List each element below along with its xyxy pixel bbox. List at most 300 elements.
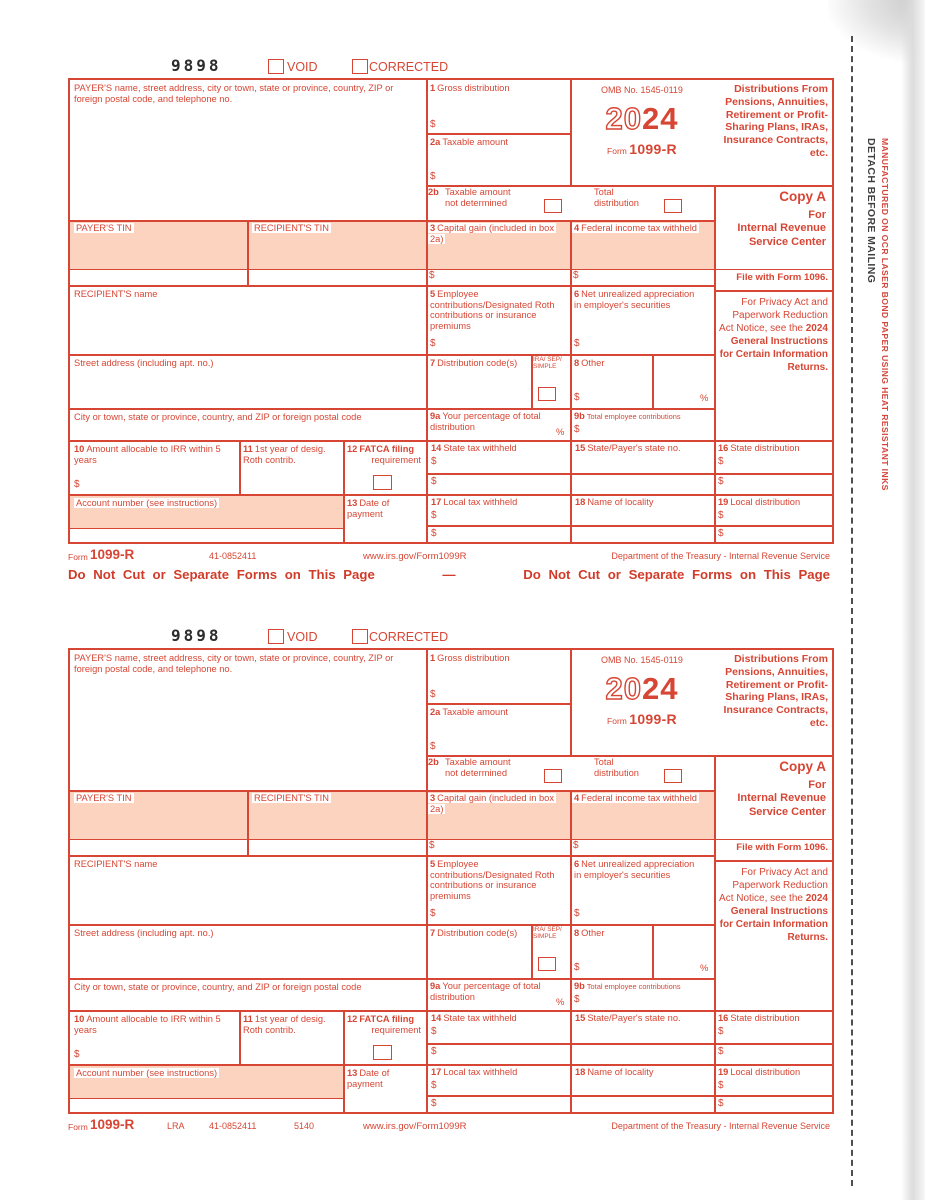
- year-bold: 24: [642, 101, 679, 136]
- do-not-cut-dash: —: [442, 567, 456, 582]
- box19-label: [718, 497, 800, 508]
- total-distribution-checkbox[interactable]: [664, 769, 682, 783]
- grid-line: [427, 473, 832, 475]
- box2b-label: [428, 757, 511, 778]
- box4-label: [572, 223, 704, 234]
- copy-a: Copy A: [779, 189, 826, 204]
- box2a-text: Taxable amount: [442, 707, 508, 717]
- dollar-sign: $: [574, 392, 580, 403]
- box17-label: [431, 497, 517, 508]
- form-no: 1099-R: [629, 711, 677, 727]
- city-label: City or town, state or province, country, and ZIP or foreign postal code: [74, 412, 362, 422]
- box19-label: [718, 1067, 800, 1078]
- box17-number: 17: [431, 497, 442, 507]
- privacy-regular: For Privacy Act and Paperwork Reduction Act Notice, see the: [719, 297, 828, 334]
- ira-sep-simple-checkbox[interactable]: [538, 957, 556, 971]
- grid-line: [70, 528, 343, 529]
- box9a-number: 9a: [430, 411, 441, 421]
- grid-line: [70, 269, 832, 270]
- box15-label: [575, 443, 681, 454]
- dollar-sign: $: [431, 1046, 437, 1057]
- dollar-sign: $: [431, 1098, 437, 1109]
- footer-treasury: Department of the Treasury - Internal Revenue Service: [611, 551, 830, 561]
- payer-tin-chip: PAYER'S TIN: [76, 793, 132, 803]
- box9b-number: 9b: [574, 411, 585, 421]
- copy-a: Copy A: [779, 759, 826, 774]
- grid-line: [70, 220, 714, 222]
- dollar-sign: $: [718, 1098, 724, 1109]
- box9b-label: [574, 411, 712, 422]
- box7-text: Distribution code(s): [437, 928, 518, 938]
- box17-text: Local tax withheld: [443, 1067, 518, 1077]
- box5-number: 5: [430, 289, 436, 299]
- grid-line: [70, 839, 832, 840]
- copy-destination: Internal Revenue Service Center: [737, 222, 826, 248]
- grid-line: [70, 1098, 343, 1099]
- total-text2: distribution: [594, 767, 639, 778]
- box10-number: 10: [74, 444, 85, 454]
- form-copy-1: [68, 56, 830, 568]
- box2b-text2: not determined: [445, 767, 508, 778]
- dollar-sign: $: [718, 456, 724, 467]
- privacy-bold: 2024 General Instructions for Certain Information Returns.: [719, 323, 828, 373]
- void-checkbox[interactable]: [268, 629, 284, 644]
- box5-number: 5: [430, 859, 436, 869]
- box7-label: [430, 358, 522, 369]
- form-header-row: [68, 626, 830, 647]
- box14-text: State tax withheld: [443, 443, 517, 453]
- detach-before-mailing-text: DETACH BEFORE MAILING: [865, 138, 877, 284]
- taxable-not-determined-checkbox[interactable]: [544, 769, 562, 783]
- box1-text: Gross distribution: [437, 653, 510, 663]
- box12-label: [347, 444, 423, 465]
- box1-text: Gross distribution: [437, 83, 510, 93]
- box4-text: Federal income tax withheld: [581, 223, 697, 233]
- box10-number: 10: [74, 1014, 85, 1024]
- privacy-act-notice: [716, 296, 828, 374]
- box2b-label: [428, 187, 511, 208]
- manufactured-edge-text: MANUFACTURED ON OCR LASER BOND PAPER USING HEAT RESISTANT INKS: [880, 138, 890, 491]
- total-distribution-checkbox[interactable]: [664, 199, 682, 213]
- box11-text: 1st year of desig. Roth contrib.: [243, 1014, 326, 1035]
- form-number: [570, 711, 714, 727]
- payer-tin-chip: PAYER'S TIN: [76, 223, 132, 233]
- dollar-sign: $: [431, 528, 437, 539]
- box2a-number: 2a: [430, 707, 441, 717]
- footer-irs-url: www.irs.gov/Form1099R: [363, 551, 467, 562]
- footer-cat-number: 41-0852411: [209, 1121, 257, 1131]
- form-no: 1099-R: [629, 141, 677, 157]
- privacy-regular: For Privacy Act and Paperwork Reduction Act Notice, see the: [719, 867, 828, 904]
- box4-number: 4: [574, 793, 580, 803]
- box9a-text: Your percentage of total distribution: [430, 411, 541, 432]
- box18-text: Name of locality: [587, 1067, 654, 1077]
- box8-label: [574, 928, 604, 939]
- payer-name-box-label: PAYER'S name, street address, city or town, state or province, country, ZIP or foreign postal code, and telephone no.: [74, 83, 394, 104]
- account-chip: Account number (see instructions): [76, 498, 218, 508]
- box18-label: [575, 1067, 653, 1078]
- dollar-sign: $: [429, 840, 435, 851]
- copy-a-block: [714, 189, 826, 249]
- box2a-text: Taxable amount: [442, 137, 508, 147]
- box1-number: 1: [430, 653, 436, 663]
- dollar-sign: $: [429, 270, 435, 281]
- percent-sign: %: [556, 997, 565, 1008]
- box19-number: 19: [718, 497, 729, 507]
- box9a-label: [430, 411, 560, 432]
- box11-number: 11: [243, 444, 253, 454]
- dollar-sign: $: [430, 119, 436, 130]
- grid-line: [427, 1043, 832, 1045]
- box14-number: 14: [431, 443, 442, 453]
- footer-form-word: Form: [68, 552, 88, 562]
- year-bold: 24: [642, 671, 679, 706]
- dollar-sign: $: [431, 476, 437, 487]
- box15-number: 15: [575, 443, 586, 453]
- recipient-tin-label: [252, 223, 331, 234]
- form-footer: [68, 547, 830, 565]
- grid-line: [426, 133, 570, 135]
- box3-text: Capital gain (included in box 2a): [430, 223, 554, 244]
- box4-label: [572, 793, 704, 804]
- box8-text: Other: [581, 928, 605, 938]
- box13-number: 13: [347, 1068, 358, 1078]
- box16-number: 16: [718, 1013, 729, 1023]
- form-grid: [68, 648, 834, 1114]
- do-not-cut-right: Do Not Cut or Separate Forms on This Page: [523, 567, 830, 582]
- grid-line: [70, 1010, 832, 1012]
- box15-number: 15: [575, 1013, 586, 1023]
- tax-year: [570, 103, 714, 134]
- box1-number: 1: [430, 83, 436, 93]
- total-text1: Total: [594, 757, 614, 767]
- box2a-label: [430, 707, 566, 718]
- dollar-sign: $: [574, 424, 580, 435]
- box1-label: [430, 83, 566, 94]
- ira-sep-simple-checkbox[interactable]: [538, 387, 556, 401]
- footer-cat-number: 41-0852411: [209, 551, 257, 561]
- box2b-text2: not determined: [445, 197, 508, 208]
- dollar-sign: $: [431, 456, 437, 467]
- form-footer: [68, 1117, 830, 1135]
- fatca-checkbox[interactable]: [373, 475, 392, 490]
- box12-requirement: requirement: [371, 454, 421, 465]
- box8-number: 8: [574, 928, 580, 938]
- box13-text: Date of payment: [347, 1068, 390, 1089]
- box7-number: 7: [430, 358, 436, 368]
- box19-number: 19: [718, 1067, 729, 1077]
- form-header-row: [68, 56, 830, 77]
- grid-line: [247, 790, 249, 855]
- box3-label: [428, 223, 562, 244]
- account-chip: Account number (see instructions): [76, 1068, 218, 1078]
- recipient-name-label: RECIPIENT'S name: [74, 859, 158, 869]
- box6-label: [574, 289, 698, 310]
- dollar-sign: $: [574, 962, 580, 973]
- grid-line: [714, 860, 832, 862]
- dollar-sign: $: [718, 510, 724, 521]
- copy-for: For: [808, 209, 826, 222]
- box19-text: Local distribution: [730, 1067, 801, 1077]
- grid-line: [343, 1010, 345, 1112]
- box17-label: [431, 1067, 517, 1078]
- grid-line: [70, 855, 714, 857]
- dollar-sign: $: [431, 1080, 437, 1091]
- dollar-sign: $: [431, 510, 437, 521]
- void-checkbox[interactable]: [268, 59, 284, 74]
- dollar-sign: $: [430, 338, 436, 349]
- omb-year-cell: [570, 650, 714, 755]
- box2b-row: [428, 757, 714, 788]
- box14-text: State tax withheld: [443, 1013, 517, 1023]
- dollar-sign: $: [430, 741, 436, 752]
- grid-line: [70, 924, 714, 926]
- box12-number: 12: [347, 1014, 358, 1024]
- dollar-sign: $: [74, 1049, 80, 1060]
- grid-line: [426, 703, 570, 705]
- dollar-sign: $: [718, 476, 724, 487]
- do-not-cut-left: Do Not Cut or Separate Forms on This Page: [68, 567, 375, 582]
- year-outline: 20: [605, 671, 642, 706]
- box2b-number: 2b: [428, 187, 439, 197]
- form-title: Distributions From Pensions, Annuities, Retirement or Profit-Sharing Plans, IRAs, Insurance Contracts, etc.: [723, 83, 828, 159]
- box3-label: [428, 793, 562, 814]
- box3-number: 3: [430, 793, 436, 803]
- box14-number: 14: [431, 1013, 442, 1023]
- corrected-label: CORRECTED: [369, 60, 449, 74]
- box12-requirement: requirement: [371, 1024, 421, 1035]
- box9b-text: Total employee contributions: [586, 412, 681, 421]
- percent-sign: %: [556, 427, 565, 438]
- grid-line: [427, 1095, 832, 1097]
- dollar-sign: $: [718, 1046, 724, 1057]
- payer-tin-label: [74, 223, 134, 234]
- omb-number: OMB No. 1545-0119: [601, 655, 683, 665]
- box10-label: [74, 1014, 224, 1035]
- box12-label: [347, 1014, 423, 1035]
- box12-number: 12: [347, 444, 358, 454]
- recipient-tin-chip: RECIPIENT'S TIN: [254, 793, 329, 803]
- ira-sep-simple-label: IRA/ SEP/ SIMPLE: [533, 356, 562, 371]
- box8-number: 8: [574, 358, 580, 368]
- grid-line: [239, 440, 241, 494]
- box17-text: Local tax withheld: [443, 497, 518, 507]
- grid-line: [70, 408, 714, 410]
- grid-line: [70, 494, 832, 496]
- box3-number: 3: [430, 223, 436, 233]
- form-word: Form: [607, 716, 627, 726]
- percent-sign: %: [700, 393, 709, 404]
- box12-fatca: FATCA filing: [359, 1014, 415, 1024]
- grid-line: [70, 978, 714, 980]
- grid-line: [70, 285, 714, 287]
- page-edge-shadow: [901, 0, 925, 1200]
- box15-text: State/Payer's state no.: [587, 443, 681, 453]
- omb-year-cell: [570, 80, 714, 185]
- box6-number: 6: [574, 859, 580, 869]
- footer-lra: LRA: [167, 1121, 185, 1131]
- box5-label: [430, 289, 556, 331]
- box2b-text1: Taxable amount: [445, 757, 511, 767]
- box18-label: [575, 497, 653, 508]
- form-number: [570, 141, 714, 157]
- tax-year: [570, 673, 714, 704]
- box6-label: [574, 859, 698, 880]
- box1-label: [430, 653, 566, 664]
- copy-for: For: [808, 779, 826, 792]
- ira-sep-simple-label: IRA/ SEP/ SIMPLE: [533, 926, 562, 941]
- percent-sign: %: [700, 963, 709, 974]
- do-not-cut-line: [68, 567, 830, 582]
- footer-print-number: 5140: [294, 1121, 315, 1131]
- box16-label: [718, 443, 800, 454]
- footer-irs-url: www.irs.gov/Form1099R: [363, 1121, 467, 1132]
- corrected-label: CORRECTED: [369, 630, 449, 644]
- box18-number: 18: [575, 497, 586, 507]
- dollar-sign: $: [574, 908, 580, 919]
- payer-tin-label: [74, 793, 134, 804]
- box4-text: Federal income tax withheld: [581, 793, 697, 803]
- payer-name-box-label: PAYER'S name, street address, city or town, state or province, country, ZIP or foreign postal code, and telephone no.: [74, 653, 394, 674]
- dollar-sign: $: [574, 338, 580, 349]
- taxable-not-determined-checkbox[interactable]: [544, 199, 562, 213]
- footer-form-number: 1099-R: [90, 1117, 135, 1132]
- fatca-checkbox[interactable]: [373, 1045, 392, 1060]
- box16-label: [718, 1013, 800, 1024]
- dollar-sign: $: [431, 1026, 437, 1037]
- box18-number: 18: [575, 1067, 586, 1077]
- footer-treasury: Department of the Treasury - Internal Revenue Service: [611, 1121, 830, 1131]
- grid-line: [247, 220, 249, 285]
- box10-text: Amount allocable to IRR within 5 years: [74, 1014, 221, 1035]
- dollar-sign: $: [718, 528, 724, 539]
- box8-label: [574, 358, 604, 369]
- dollar-sign: $: [574, 994, 580, 1005]
- file-with-1096: File with Form 1096.: [736, 272, 828, 283]
- grid-line: [652, 924, 654, 978]
- box9a-text: Your percentage of total distribution: [430, 981, 541, 1002]
- box7-label: [430, 928, 522, 939]
- recipient-name-label: RECIPIENT'S name: [74, 289, 158, 299]
- box10-text: Amount allocable to IRR within 5 years: [74, 444, 221, 465]
- street-address-label: Street address (including apt. no.): [74, 928, 214, 938]
- grid-line: [652, 354, 654, 408]
- box11-number: 11: [243, 1014, 253, 1024]
- box7-number: 7: [430, 928, 436, 938]
- box16-number: 16: [718, 443, 729, 453]
- box9b-label: [574, 981, 712, 992]
- total-distribution-label: [594, 757, 639, 778]
- box11-label: [243, 444, 335, 465]
- box11-label: [243, 1014, 335, 1035]
- grid-line: [70, 440, 832, 442]
- box15-label: [575, 1013, 681, 1024]
- street-address-label: Street address (including apt. no.): [74, 358, 214, 368]
- box2b-text1: Taxable amount: [445, 187, 511, 197]
- dollar-sign: $: [718, 1080, 724, 1091]
- grid-line: [70, 354, 714, 356]
- total-distribution-label: [594, 187, 639, 208]
- dollar-sign: $: [430, 689, 436, 700]
- corrected-checkbox[interactable]: [352, 629, 368, 644]
- dollar-sign: $: [430, 908, 436, 919]
- box13-text: Date of payment: [347, 498, 390, 519]
- box5-label: [430, 859, 556, 901]
- box4-chip: [572, 223, 699, 233]
- box13-number: 13: [347, 498, 358, 508]
- box4-number: 4: [574, 223, 580, 233]
- box5-text: Employee contributions/Designated Roth contributions or insurance premiums: [430, 289, 555, 331]
- box14-label: [431, 1013, 517, 1024]
- recipient-tin-label: [252, 793, 331, 804]
- grid-line: [70, 1064, 832, 1066]
- box16-text: State distribution: [730, 443, 800, 453]
- corrected-checkbox[interactable]: [352, 59, 368, 74]
- box9a-number: 9a: [430, 981, 441, 991]
- box6-text: Net unrealized appreciation in employer's securities: [574, 289, 695, 310]
- copy-a-block: [714, 759, 826, 819]
- omb-number: OMB No. 1545-0119: [601, 85, 683, 95]
- form-grid: [68, 78, 834, 544]
- box8-text: Other: [581, 358, 605, 368]
- dollar-sign: $: [74, 479, 80, 490]
- box2b-row: [428, 187, 714, 218]
- form-copy-2: [68, 626, 830, 1138]
- box3-text: Capital gain (included in box 2a): [430, 793, 554, 814]
- box19-text: Local distribution: [730, 497, 801, 507]
- box7-text: Distribution code(s): [437, 358, 518, 368]
- box15-text: State/Payer's state no.: [587, 1013, 681, 1023]
- ocr-form-code: 9898: [171, 626, 222, 645]
- total-text2: distribution: [594, 197, 639, 208]
- grid-line: [427, 525, 832, 527]
- total-text1: Total: [594, 187, 614, 197]
- recipient-tin-chip: RECIPIENT'S TIN: [254, 223, 329, 233]
- box4-chip: [572, 793, 699, 803]
- footer-form-number: 1099-R: [90, 547, 135, 562]
- grid-line: [239, 1010, 241, 1064]
- box16-text: State distribution: [730, 1013, 800, 1023]
- box2b-number: 2b: [428, 757, 439, 767]
- grid-line: [714, 290, 832, 292]
- box11-text: 1st year of desig. Roth contrib.: [243, 444, 326, 465]
- form-title: Distributions From Pensions, Annuities, Retirement or Profit-Sharing Plans, IRAs, Insurance Contracts, etc.: [723, 653, 828, 729]
- box2a-label: [430, 137, 566, 148]
- box3-chip: [428, 793, 556, 814]
- copy-destination: Internal Revenue Service Center: [737, 792, 826, 818]
- grid-line: [343, 440, 345, 542]
- box13-label: [347, 1068, 423, 1089]
- box3-chip: [428, 223, 556, 244]
- privacy-bold: 2024 General Instructions for Certain Information Returns.: [719, 893, 828, 943]
- box13-label: [347, 498, 423, 519]
- city-label: City or town, state or province, country, and ZIP or foreign postal code: [74, 982, 362, 992]
- box18-text: Name of locality: [587, 497, 654, 507]
- dollar-sign: $: [573, 270, 579, 281]
- box9b-text: Total employee contributions: [586, 982, 681, 991]
- void-label: VOID: [287, 60, 318, 74]
- dollar-sign: $: [430, 171, 436, 182]
- file-with-1096: File with Form 1096.: [736, 842, 828, 853]
- ocr-form-code: 9898: [171, 56, 222, 75]
- dollar-sign: $: [573, 840, 579, 851]
- footer-form-word: Form: [68, 1122, 88, 1132]
- grid-line: [70, 790, 714, 792]
- year-outline: 20: [605, 101, 642, 136]
- box12-fatca: FATCA filing: [359, 444, 415, 454]
- privacy-act-notice: [716, 866, 828, 944]
- perforation-dashed-line: [851, 36, 853, 1186]
